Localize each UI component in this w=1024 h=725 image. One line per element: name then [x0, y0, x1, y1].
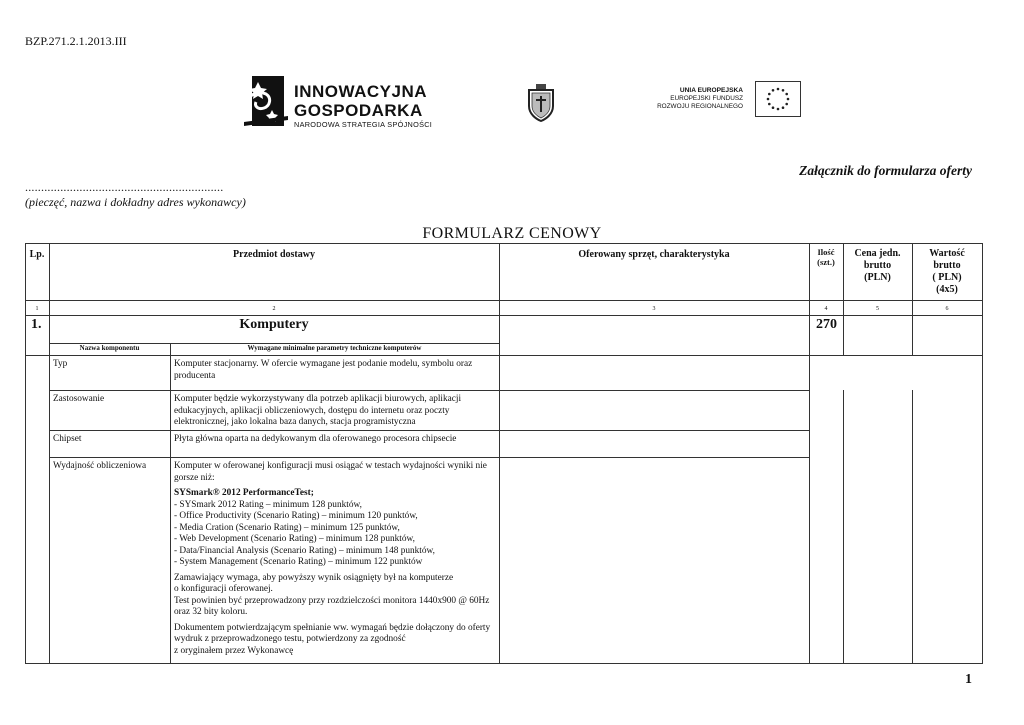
eu-logo: [656, 81, 801, 117]
col-header-qty: Ilość (szt.): [817, 247, 835, 267]
coat-of-arms-icon: [526, 84, 556, 122]
col-number: 6: [945, 306, 949, 312]
component-desc: Komputer będzie wykorzystywany dla potrzeb aplikacji biurowych, aplikacji edukacyjnych, aplikacji obliczeniowych, dostępu do internetu oraz poczty elektronicznej, jako lokalna baza danych, stacja programistyczna: [174, 394, 462, 427]
component-name: Zastosowanie: [53, 394, 105, 404]
col-number: 5: [876, 306, 879, 312]
eu-logo-line-3: ROZWOJU REGIONALNEGO: [657, 102, 743, 110]
eu-logo-line-1: UNIA EUROPEJSKA: [679, 87, 743, 94]
logo-line-3: NARODOWA STRATEGIA SPÓJNOŚCI: [294, 120, 433, 129]
item-name: Komputery: [239, 317, 309, 332]
item-qty: 270: [816, 317, 837, 332]
logo-line-1: INNOWACYJNA: [294, 82, 428, 101]
col-number: 3: [652, 306, 656, 312]
price-table: [25, 243, 983, 664]
stamp-caption: (pieczęć, nazwa i dokładny adres wykonawcy): [25, 195, 246, 209]
col-number: 4: [824, 306, 828, 312]
component-desc: Komputer w oferowanej konfiguracji musi osiągać w testach wydajności wyniki nie gorsze niż: SYSmark® 2012 PerformanceTest; - SYSmark 2012 Rating – minimum 128 punktów, - Office Productivity (Scenario Rating) – minimum 120 punktów, - Media Cration (Scenario Rating) – minimum 125 punktów, - Web Development (Scenario Rating) – minimum 128 punktów, - Data/Financial Analysis (Scenario Rating) – minimum 148 punktów, - System Management (Scenario Rating) – minimum 122 punktów Zamawiający wymaga, aby powyższy wynik osiągnięty był na komputerze o konfiguracji oferowanej. Test powinien być przeprowadzony przy rozdzielczości monitora 1440x900 @ 60Hz oraz 32 bity koloru. Dokumentem potwierdzającym spełnianie ww. wymagań będzie dołączony do oferty wydruk z przeprowadzonego testu, potwierdzony za zgodność z oryginałem przez Wykonawcę: [174, 461, 491, 656]
eu-logo-line-2: EUROPEJSKI FUNDUSZ: [670, 94, 743, 102]
component-name: Chipset: [53, 434, 82, 444]
component-desc: Płyta główna oparta na dedykowanym dla oferowanego procesora chipsecie: [174, 434, 457, 444]
col-header-value: Wartość brutto ( PLN) (4x5): [929, 248, 965, 295]
col-number: 1: [35, 306, 39, 312]
eu-flag-icon: [755, 81, 801, 117]
innowacyjna-gospodarka-logo: [244, 72, 444, 130]
component-name: Wydajność obliczeniowa: [53, 461, 147, 471]
subheader-requirements: Wymagane minimalne parametry techniczne komputerów: [247, 344, 422, 352]
document-reference: BZP.271.2.1.2013.III: [25, 34, 127, 48]
col-header-subject: Przedmiot dostawy: [233, 249, 315, 260]
logo-line-2: GOSPODARKA: [294, 101, 423, 120]
stamp-dotted-line: ..............................................................: [25, 180, 224, 194]
form-title: FORMULARZ CENOWY: [422, 225, 602, 242]
subheader-component: Nazwa komponentu: [79, 344, 140, 352]
component-desc: Komputer stacjonarny. W ofercie wymagane jest podanie modelu, symbolu oraz producenta: [174, 359, 473, 381]
col-header-offered: Oferowany sprzęt, charakterystyka: [578, 249, 730, 260]
item-lp: 1.: [31, 317, 42, 332]
col-header-unit-price: Cena jedn. brutto (PLN): [854, 248, 901, 283]
col-header-lp: Lp.: [29, 249, 45, 260]
col-number: 2: [272, 306, 276, 312]
component-name: Typ: [53, 359, 68, 369]
annex-label: Załącznik do formularza oferty: [799, 163, 972, 178]
page-number: 1: [965, 672, 972, 687]
innovation-logo-icon: [244, 72, 288, 128]
